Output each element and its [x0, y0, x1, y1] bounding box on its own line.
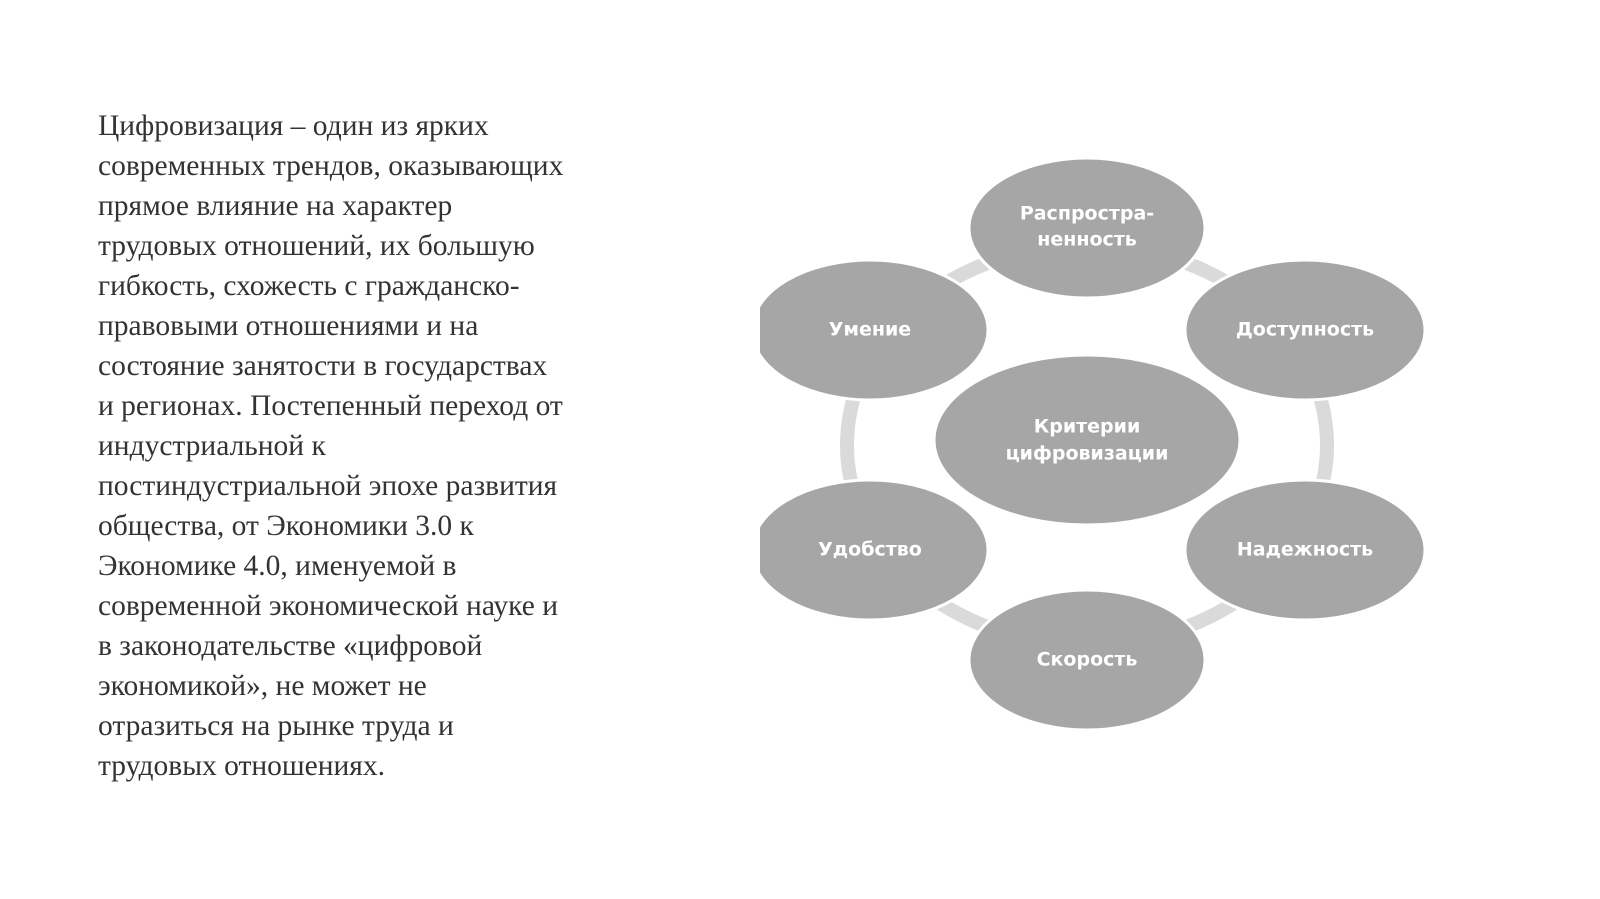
- criteria-cycle-diagram: [760, 150, 1460, 750]
- node-upper-left: [760, 260, 988, 400]
- node-bottom: [969, 590, 1205, 730]
- node-lower-left: [760, 480, 988, 620]
- node-top-label-line1: Распростра-: [1019, 202, 1155, 225]
- node-center-label-line1: Критерии: [1033, 415, 1141, 438]
- node-lower-left-label: Удобство: [818, 538, 922, 561]
- body-paragraph: Цифровизация – один из ярких современных трендов, оказывающих прямое влияние на характер трудовых отношений, их большую гибкость, схожесть с гражданско- правовыми отношениями и на состояние занятости в государствах и регионах. Постепенный переход от индустриальной к постиндустриальной эпохе развития общества, от Экономики 3.0 к Экономике 4.0, именуемой в современной экономической науке и в законодательстве «цифровой экономикой», не может не отразиться на рынке труда и трудовых отношениях.: [98, 110, 564, 782]
- node-top: [969, 158, 1205, 298]
- node-lower-right: [1185, 480, 1425, 620]
- node-lower-right-label: Надежность: [1236, 538, 1374, 561]
- node-bottom-label: Скорость: [1036, 648, 1138, 671]
- node-top-label-line2: ненность: [1037, 228, 1137, 251]
- node-upper-left-label: Умение: [828, 318, 912, 341]
- node-center-label-line2: цифровизации: [1005, 442, 1169, 465]
- node-upper-right-label: Доступность: [1235, 318, 1375, 341]
- node-upper-right: [1185, 260, 1425, 400]
- node-center: [934, 355, 1240, 525]
